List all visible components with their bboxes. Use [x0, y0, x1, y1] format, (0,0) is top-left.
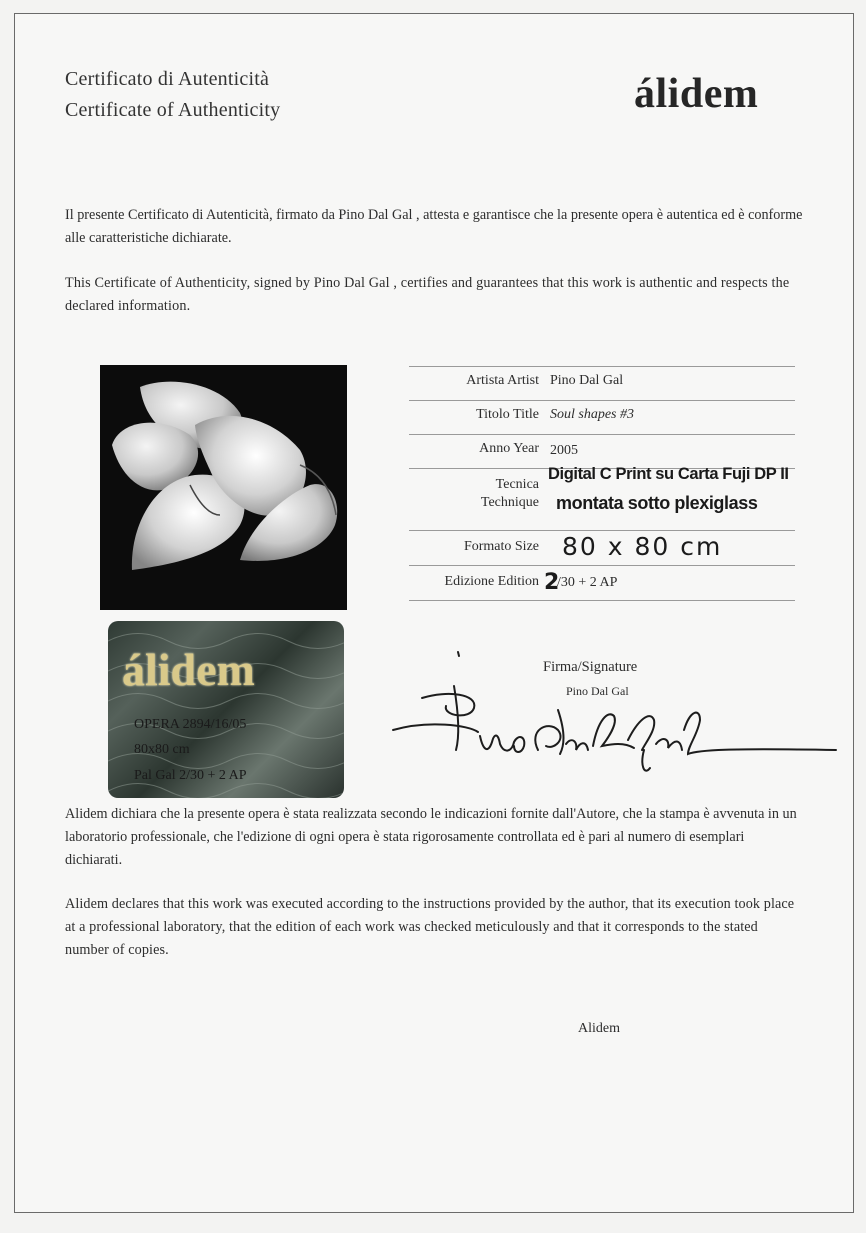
technique-line-1: Digital C Print su Carta Fuji DP II: [548, 465, 789, 483]
title-label: Titolo Title: [476, 407, 539, 422]
artwork-photo: [100, 365, 347, 610]
title-english: Certificate of Authenticity: [65, 99, 281, 121]
title-value: Soul shapes #3: [550, 407, 634, 422]
declaration-italian: Alidem dichiara che la presente opera è stata realizzata secondo le indicazioni fornite dall'Autore, che la stampa è avvenuta in un laboratorio professionale, che l'edizione di ogni opera è stata rigorosamente controllata ed è pari al numero di esemplari dichiarati.: [65, 806, 797, 868]
signature-label: Firma/Signature: [543, 659, 638, 675]
artist-label: Artista Artist: [466, 373, 539, 388]
year-label: Anno Year: [479, 441, 539, 456]
table-rule: [409, 434, 795, 435]
closing-signoff: Alidem: [578, 1021, 620, 1036]
artist-value: Pino Dal Gal: [550, 373, 624, 388]
hologram-size: 80x80 cm: [134, 742, 190, 757]
year-value: 2005: [550, 443, 578, 458]
technique-label-en: Technique: [480, 495, 539, 510]
declaration-english: Alidem declares that this work was executed according to the instructions provided by the author, that its execution took place at a professional laboratory, that the edition of each work was checked meticulously and that it corresponds to the stated number of copies.: [65, 896, 795, 958]
hologram-opera-code: OPERA 2894/16/05: [134, 717, 247, 732]
calla-lily-photo-icon: [100, 365, 347, 610]
table-rule: [409, 366, 795, 367]
hologram-edition: Pal Gal 2/30 + 2 AP: [134, 768, 247, 783]
alidem-logo: álidem: [634, 71, 759, 117]
signature-name: Pino Dal Gal: [566, 684, 629, 698]
edition-label: Edizione Edition: [444, 574, 539, 589]
size-value: 80 x 80 cm: [562, 532, 723, 561]
table-rule: [409, 600, 795, 601]
table-rule: [409, 565, 795, 566]
size-label: Formato Size: [463, 539, 539, 554]
intro-italian: Il presente Certificato di Autenticità, firmato da Pino Dal Gal , attesta e garantisce che la presente opera è autentica ed è conforme alle caratteristiche dichiarate.: [65, 207, 803, 246]
edition-value: /30 + 2 AP: [557, 575, 618, 590]
intro-english: This Certificate of Authenticity, signed by Pino Dal Gal , certifies and guarantees that this work is authentic and respects the declared information.: [65, 275, 790, 314]
hologram-sticker: [108, 621, 344, 798]
table-rule: [409, 400, 795, 401]
certificate-border: [14, 13, 854, 1213]
hologram-logo: álidem: [122, 644, 255, 695]
technique-line-2: montata sotto plexiglass: [556, 493, 758, 513]
table-rule: [409, 530, 795, 531]
technique-label-it: Tecnica: [495, 477, 539, 492]
handwritten-signature-icon: [388, 650, 838, 785]
title-italian: Certificato di Autenticità: [65, 68, 270, 90]
edition-number: 2: [544, 570, 560, 595]
